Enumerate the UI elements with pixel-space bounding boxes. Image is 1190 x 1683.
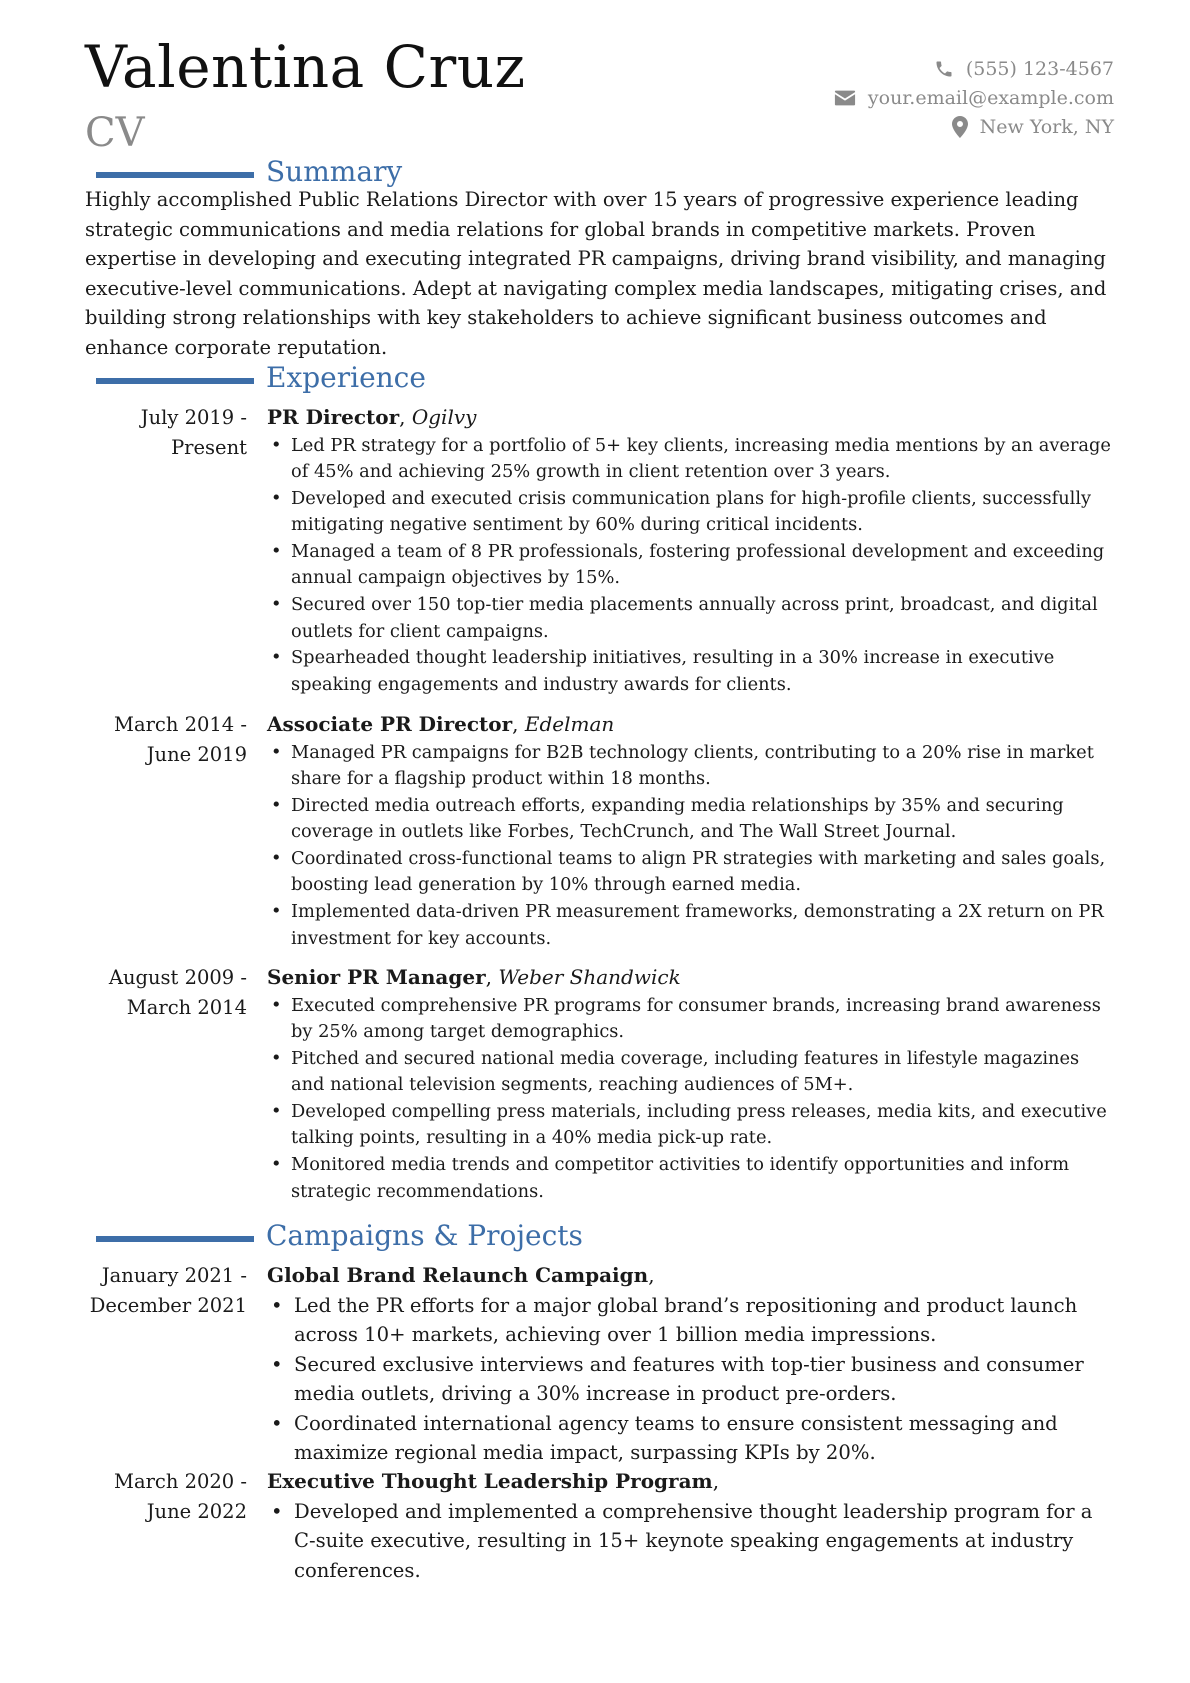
date-end: Present xyxy=(171,435,247,459)
project-heading xyxy=(267,1261,1115,1291)
job-heading: PR Director, Ogilvy xyxy=(267,405,477,429)
section-accent-bar xyxy=(96,172,254,178)
list-item: • Executed comprehensive PR programs for consumer brands, increasing brand awareness by 25% among target demographics. xyxy=(267,993,1115,1046)
project-bullets xyxy=(267,1291,1115,1468)
project-heading xyxy=(267,1467,1115,1497)
section-title: Summary xyxy=(266,155,403,188)
date-start: March 2014 - xyxy=(113,713,247,736)
list-item: • Led PR strategy for a portfolio of 5+ key clients, increasing media mentions by an average of 45% and achieving 25% growth in client retention over 3 years. xyxy=(267,433,1115,486)
list-item: • Secured exclusive interviews and features with top-tier business and consumer media outlets, driving a 30% increase in product pre-orders. xyxy=(267,1350,1115,1409)
candidate-name: Valentina Cruz xyxy=(85,33,526,101)
job-title: Associate PR Director xyxy=(267,712,513,736)
contact-email xyxy=(834,83,1114,112)
job-bullets xyxy=(267,993,1115,1206)
section-accent-bar xyxy=(96,378,254,384)
section-title: Experience xyxy=(266,361,426,394)
contact-location xyxy=(834,112,1114,141)
entry-dates xyxy=(85,710,247,769)
entry-dates xyxy=(85,1261,247,1320)
list-item: • Secured over 150 top-tier media placements annually across print, broadcast, and digital outlets for client campaigns. xyxy=(267,592,1115,645)
date-end: March 2014 xyxy=(126,995,247,1019)
list-item: • Led the PR efforts for a major global brand’s repositioning and product launch across 10+ markets, achieving over 1 billion media impressions. xyxy=(267,1291,1115,1350)
list-item: • Monitored media trends and competitor activities to identify opportunities and inform strategic recommendations. xyxy=(267,1152,1115,1205)
list-item: • Managed PR campaigns for B2B technology clients, contributing to a 20% rise in market share for a flagship product within 18 months. xyxy=(267,740,1115,793)
map-pin-icon xyxy=(952,116,968,138)
title-suffix: , xyxy=(648,1263,655,1287)
job-title: PR Director xyxy=(267,405,400,429)
list-item: • Developed and executed crisis communication plans for high-profile clients, successfully mitigating negative sentiment by 60% during critical incidents. xyxy=(267,486,1115,539)
list-item: • Pitched and secured national media coverage, including features in lifestyle magazines and national television segments, reaching audiences of 5M+. xyxy=(267,1046,1115,1099)
date-end: June 2019 xyxy=(146,742,247,766)
project-title: Global Brand Relaunch Campaign xyxy=(267,1263,649,1287)
envelope-icon xyxy=(834,89,856,107)
projects-heading xyxy=(96,1216,1116,1256)
entry-dates xyxy=(85,1467,247,1526)
list-item: • Coordinated cross-functional teams to align PR strategies with marketing and sales goals, boosting lead generation by 10% through earned media. xyxy=(267,846,1115,899)
date-start: August 2009 - xyxy=(108,966,247,989)
job-bullets xyxy=(267,740,1115,953)
summary-text: Highly accomplished Public Relations Director with over 15 years of progressive experience leading strategic communications and media relations for global brands in competitive markets. Proven expertise in developing and executing integrated PR campaigns, driving brand visibility, and managing executive-level communications. Adept at navigating complex media landscapes, mitigating crises, and building strong relationships with key stakeholders to achieve significant business outcomes and enhance corporate reputation. xyxy=(85,188,1107,359)
email-text[interactable]: your.email@example.com xyxy=(867,86,1114,109)
contact-phone xyxy=(834,54,1114,83)
company-name: Edelman xyxy=(524,712,615,736)
entry-dates xyxy=(85,403,247,462)
section-title: Campaigns & Projects xyxy=(266,1219,583,1252)
job-heading: Associate PR Director, Edelman xyxy=(267,712,615,736)
entry-dates xyxy=(85,963,247,1022)
list-item: • Spearheaded thought leadership initiatives, resulting in a 30% increase in executive speaking engagements and industry awards for clients. xyxy=(267,645,1115,698)
job-heading: Senior PR Manager, Weber Shandwick xyxy=(267,965,681,989)
date-end: December 2021 xyxy=(89,1293,247,1317)
company-name: Ogilvy xyxy=(411,405,477,429)
contact-block xyxy=(834,54,1114,141)
section-accent-bar xyxy=(96,1236,254,1242)
phone-icon xyxy=(934,59,954,79)
location-text: New York, NY xyxy=(979,115,1114,138)
list-item: • Developed and implemented a comprehensive thought leadership program for a C-suite executive, resulting in 15+ keynote speaking engagements at industry conferences. xyxy=(267,1497,1115,1586)
list-item: • Managed a team of 8 PR professionals, fostering professional development and exceeding annual campaign objectives by 15%. xyxy=(267,539,1115,592)
job-bullets xyxy=(267,433,1115,699)
list-item: • Implemented data-driven PR measurement frameworks, demonstrating a 2X return on PR investment for key accounts. xyxy=(267,899,1115,952)
date-end: June 2022 xyxy=(146,1499,247,1523)
list-item: • Developed compelling press materials, including press releases, media kits, and executive talking points, resulting in a 40% media pick-up rate. xyxy=(267,1099,1115,1152)
project-bullets xyxy=(267,1497,1115,1586)
list-item: • Coordinated international agency teams to ensure consistent messaging and maximize regional media impact, surpassing KPIs by 20%. xyxy=(267,1409,1115,1468)
date-start: March 2020 - xyxy=(113,1470,247,1493)
title-suffix: , xyxy=(712,1469,720,1493)
experience-heading xyxy=(96,358,1116,398)
company-name: Weber Shandwick xyxy=(498,965,681,989)
phone-text: (555) 123-4567 xyxy=(965,57,1114,80)
document-subtitle: CV xyxy=(85,110,145,156)
date-start: July 2019 - xyxy=(140,406,247,429)
job-title: Senior PR Manager xyxy=(267,965,486,989)
date-start: January 2021 - xyxy=(101,1264,247,1287)
project-title: Executive Thought Leadership Program xyxy=(267,1469,713,1493)
list-item: • Directed media outreach efforts, expanding media relationships by 35% and securing coverage in outlets like Forbes, TechCrunch, and The Wall Street Journal. xyxy=(267,793,1115,846)
